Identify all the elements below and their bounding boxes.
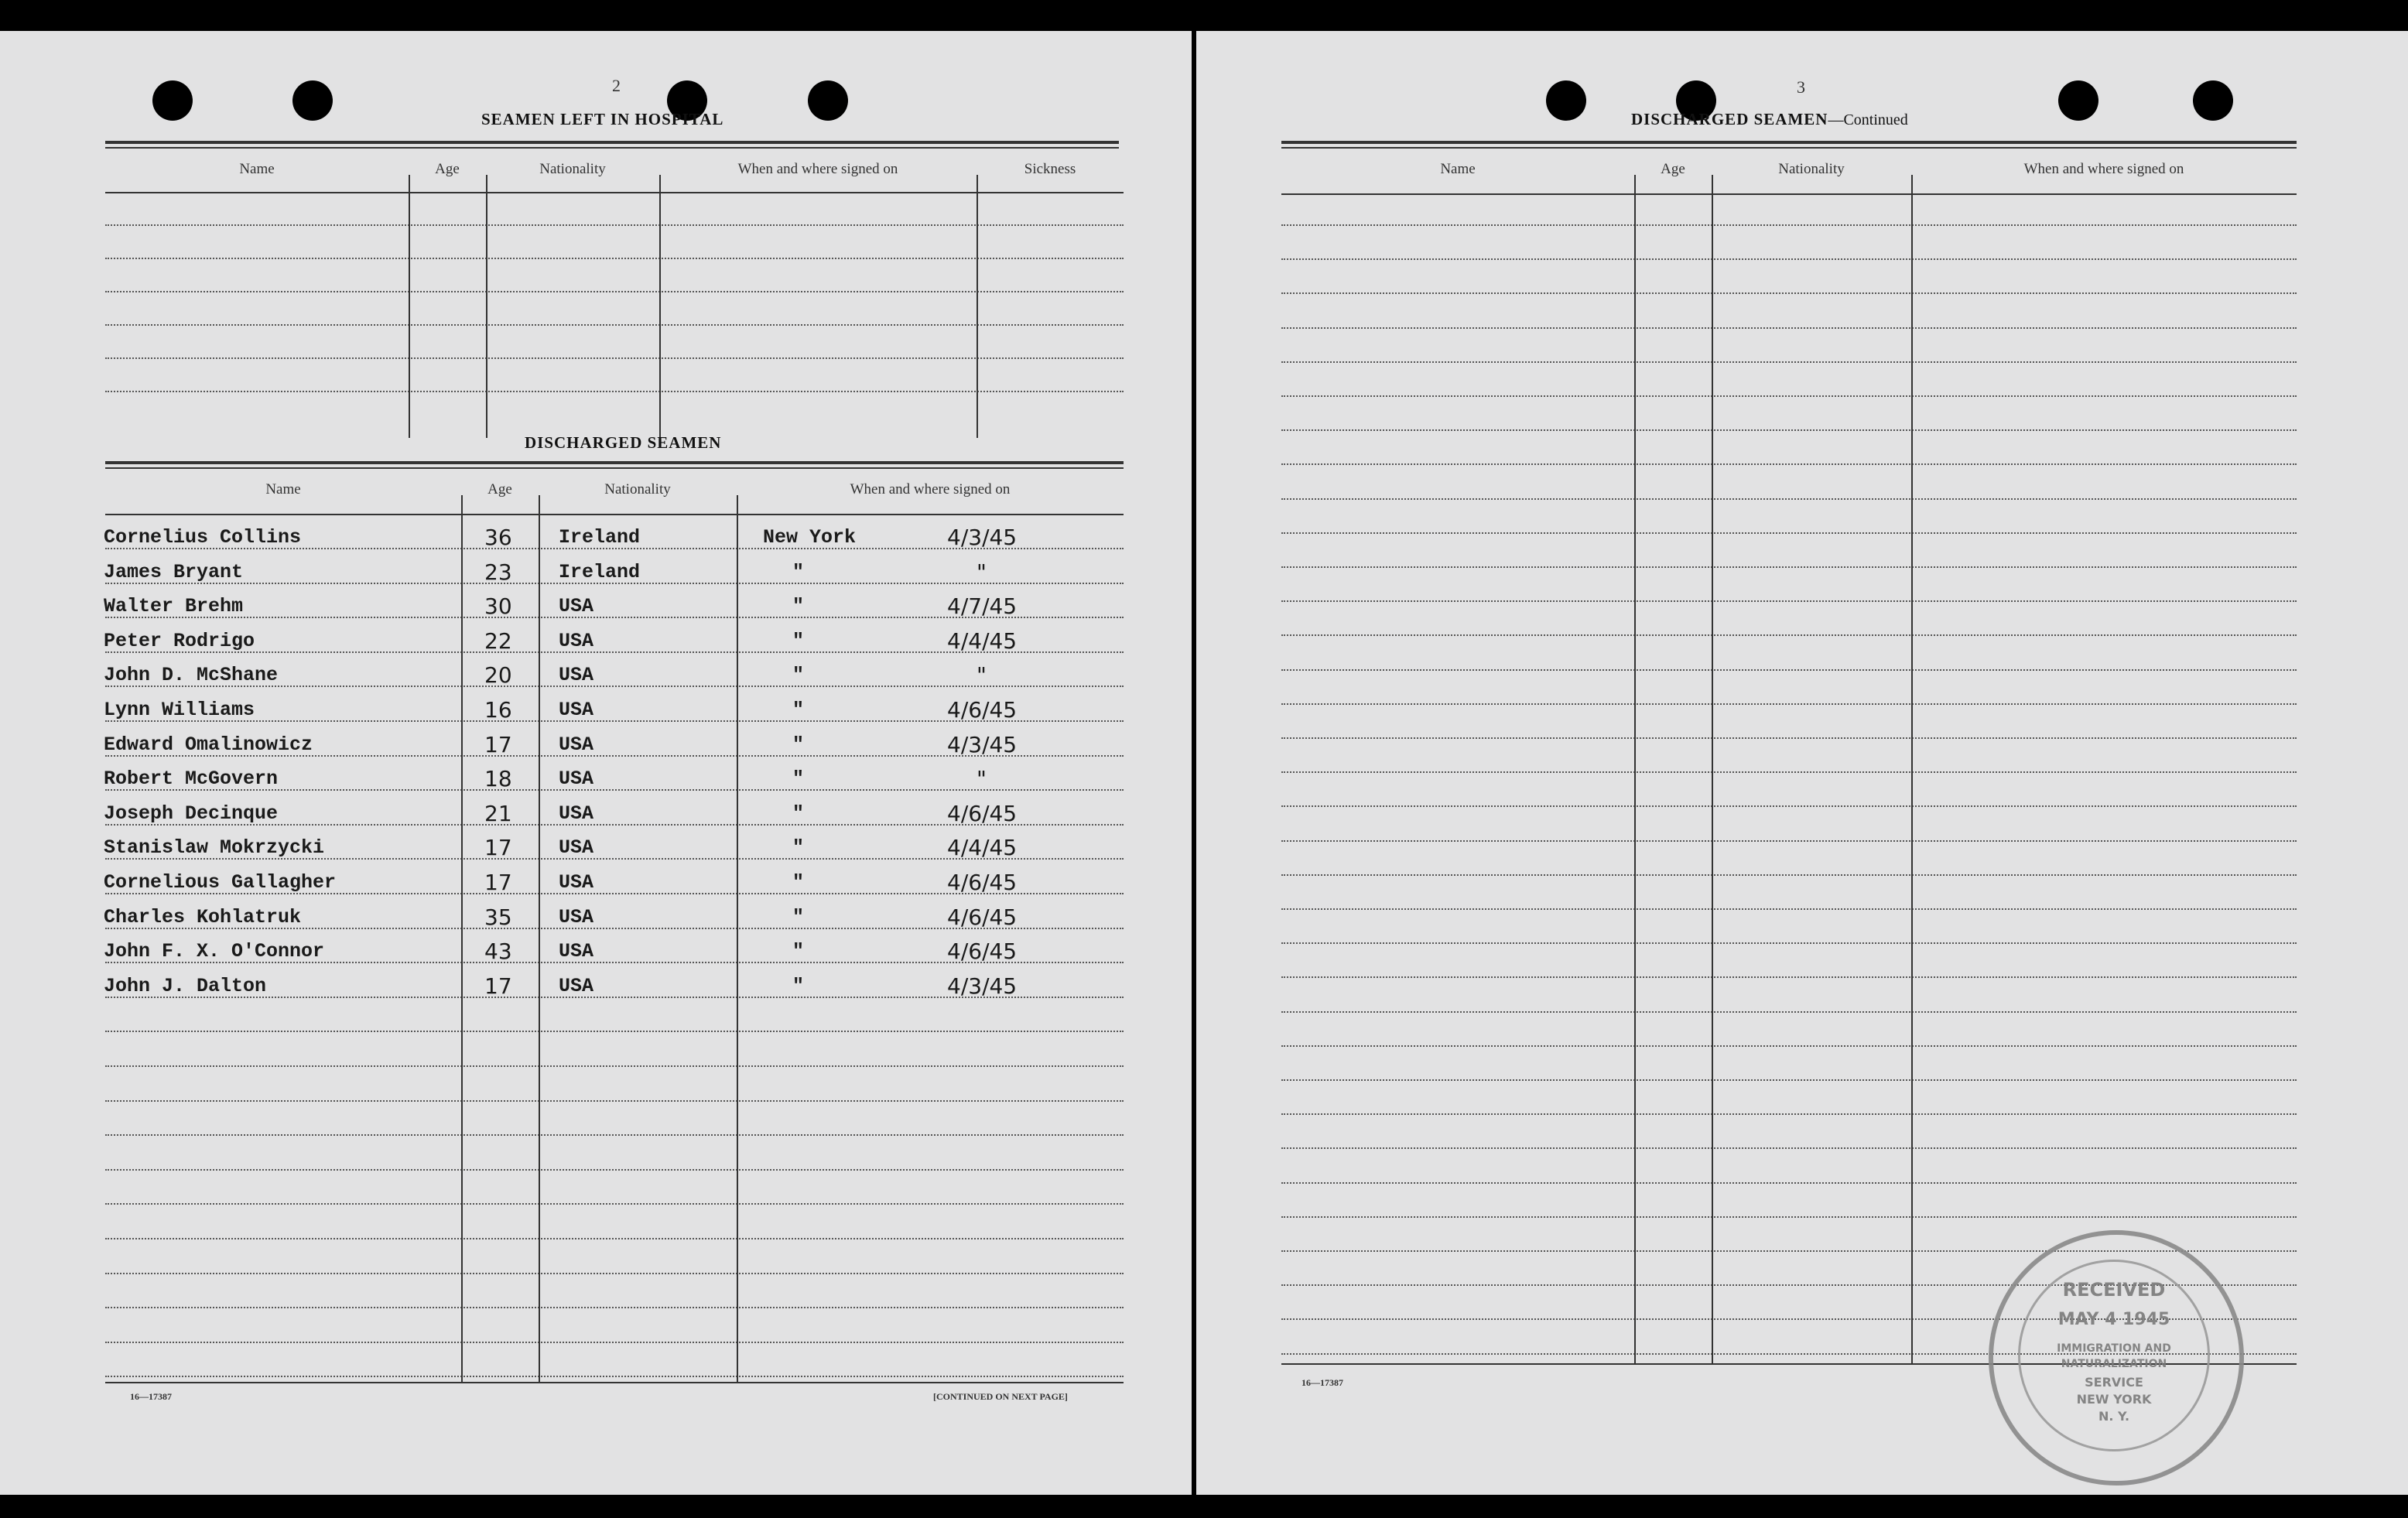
row-age: 16 xyxy=(484,697,512,723)
col-head-name: Name xyxy=(265,481,301,497)
row-place: " xyxy=(792,871,805,894)
ruled-line xyxy=(105,1273,1124,1274)
row-nationality: Ireland xyxy=(559,561,641,583)
col-head-signed-on: When and where signed on xyxy=(850,481,1011,497)
stamp-agency-2: NATURALIZATION xyxy=(2061,1358,2167,1370)
ruled-line xyxy=(105,1134,1124,1136)
row-name: Joseph Decinque xyxy=(104,802,279,825)
ruled-line xyxy=(105,391,1124,392)
col-head-nationality: Nationality xyxy=(1778,161,1845,177)
row-nationality: USA xyxy=(559,664,594,686)
row-nationality: USA xyxy=(559,975,594,997)
column-divider xyxy=(659,175,661,438)
ruled-line xyxy=(1281,737,2297,739)
punch-hole xyxy=(292,80,333,121)
row-name: John F. X. O'Connor xyxy=(104,940,325,962)
column-divider xyxy=(409,175,410,438)
row-nationality: USA xyxy=(559,836,594,859)
left-page xyxy=(0,31,1192,1495)
column-divider xyxy=(486,175,487,438)
row-age: 18 xyxy=(484,766,512,791)
col-head-sickness: Sickness xyxy=(1024,161,1076,177)
stamp-received: RECEIVED xyxy=(2062,1279,2166,1301)
form-number: 16—17387 xyxy=(130,1391,172,1402)
row-name: John D. McShane xyxy=(104,664,279,686)
ruled-line xyxy=(1281,1216,2297,1218)
col-head-nationality: Nationality xyxy=(604,481,671,497)
header-bottom-rule xyxy=(105,514,1124,515)
row-place: " xyxy=(792,699,805,721)
row-date: 4/6/45 xyxy=(947,801,1018,826)
row-nationality: USA xyxy=(559,595,594,617)
ruled-line xyxy=(105,1169,1124,1171)
row-place: " xyxy=(792,975,805,997)
row-name: Cornelius Collins xyxy=(104,526,302,549)
ruled-line xyxy=(1281,224,2297,226)
row-name: Lynn Williams xyxy=(104,699,255,721)
row-place: " xyxy=(792,595,805,617)
punch-hole xyxy=(808,80,848,121)
column-divider xyxy=(1712,175,1713,1363)
row-nationality: USA xyxy=(559,871,594,894)
ruled-line xyxy=(105,1307,1124,1308)
row-name: Peter Rodrigo xyxy=(104,630,255,652)
row-age: 17 xyxy=(484,732,512,757)
row-date: 4/3/45 xyxy=(947,732,1018,757)
row-place: " xyxy=(792,940,805,962)
ruled-line xyxy=(105,1100,1124,1102)
col-head-name: Name xyxy=(239,161,275,177)
row-age: 20 xyxy=(484,662,512,688)
table-top-rule xyxy=(105,147,1119,149)
ruled-line xyxy=(105,1238,1124,1239)
table-top-rule xyxy=(1281,141,2297,144)
col-head-signed-on: When and where signed on xyxy=(737,161,898,177)
discharged-continued-title xyxy=(1631,110,1908,129)
ruled-line xyxy=(1281,634,2297,636)
ruled-line xyxy=(105,1031,1124,1032)
row-date: 4/6/45 xyxy=(947,870,1018,895)
row-name: Cornelious Gallagher xyxy=(104,871,337,894)
row-nationality: USA xyxy=(559,906,594,928)
row-date: 4/6/45 xyxy=(947,697,1018,723)
col-head-age: Age xyxy=(1661,161,1685,177)
row-nationality: USA xyxy=(559,802,594,825)
row-date: 4/3/45 xyxy=(947,973,1018,999)
ruled-line xyxy=(105,357,1124,359)
row-age: 23 xyxy=(484,559,512,585)
ruled-line xyxy=(1281,703,2297,705)
row-name: Robert McGovern xyxy=(104,768,279,790)
ruled-line xyxy=(1281,292,2297,294)
page-number: 3 xyxy=(1797,77,1805,97)
page-number: 2 xyxy=(612,76,621,95)
ruled-line xyxy=(1281,771,2297,773)
continued-note: [CONTINUED ON NEXT PAGE] xyxy=(933,1391,1068,1402)
row-place: " xyxy=(792,906,805,928)
row-place: " xyxy=(792,630,805,652)
ruled-line xyxy=(1281,1079,2297,1081)
row-place: " xyxy=(792,561,805,583)
ruled-line xyxy=(1281,669,2297,671)
row-age: 36 xyxy=(484,525,512,550)
ruled-line xyxy=(1281,1045,2297,1047)
row-age: 17 xyxy=(484,973,512,999)
stamp-city: NEW YORK xyxy=(2076,1392,2152,1407)
ruled-line xyxy=(1281,908,2297,910)
ruled-line xyxy=(1281,1011,2297,1013)
ruled-line xyxy=(1281,1147,2297,1149)
ruled-line xyxy=(1281,1182,2297,1184)
table-bottom-rule xyxy=(105,1382,1124,1383)
row-age: 35 xyxy=(484,904,512,930)
header-bottom-rule xyxy=(1281,193,2297,195)
column-divider xyxy=(1634,175,1636,1363)
discharged-title: DISCHARGED SEAMEN xyxy=(525,433,722,452)
ruled-line xyxy=(1281,840,2297,842)
row-nationality: USA xyxy=(559,733,594,756)
row-name: Stanislaw Mokrzycki xyxy=(104,836,325,859)
row-place: " xyxy=(792,802,805,825)
row-age: 17 xyxy=(484,835,512,860)
col-head-age: Age xyxy=(435,161,460,177)
row-date: 4/7/45 xyxy=(947,593,1018,619)
col-head-nationality: Nationality xyxy=(539,161,606,177)
ruled-line xyxy=(105,324,1124,326)
column-divider xyxy=(461,495,463,1382)
table-top-rule xyxy=(105,467,1124,469)
ruled-line xyxy=(1281,874,2297,876)
received-stamp xyxy=(1989,1230,2244,1486)
col-head-signed-on: When and where signed on xyxy=(2023,161,2184,177)
stamp-agency-3: SERVICE xyxy=(2085,1375,2143,1390)
row-nationality: USA xyxy=(559,940,594,962)
ruled-line xyxy=(1281,327,2297,329)
row-age: 43 xyxy=(484,938,512,964)
ruled-line xyxy=(1281,429,2297,431)
column-divider xyxy=(737,495,738,1382)
row-date: " xyxy=(977,766,987,791)
row-nationality: USA xyxy=(559,630,594,652)
ruled-line xyxy=(1281,600,2297,602)
column-divider xyxy=(977,175,978,438)
ruled-line xyxy=(1281,942,2297,944)
title-main: DISCHARGED SEAMEN xyxy=(1631,110,1828,128)
ruled-line xyxy=(1281,566,2297,568)
row-name: John J. Dalton xyxy=(104,975,267,997)
row-place: " xyxy=(792,836,805,859)
row-place: " xyxy=(792,733,805,756)
hospital-title: SEAMEN LEFT IN HOSPITAL xyxy=(481,110,724,128)
ruled-line xyxy=(1281,976,2297,978)
ruled-line xyxy=(105,1065,1124,1067)
stamp-agency-1: IMMIGRATION AND xyxy=(2057,1342,2171,1355)
ruled-line xyxy=(105,224,1124,226)
punch-hole xyxy=(1546,80,1586,121)
row-date: 4/3/45 xyxy=(947,525,1018,550)
ruled-line xyxy=(1281,361,2297,363)
table-top-rule xyxy=(105,141,1119,144)
row-nationality: USA xyxy=(559,768,594,790)
punch-hole xyxy=(2193,80,2233,121)
row-name: James Bryant xyxy=(104,561,244,583)
column-divider xyxy=(539,495,540,1382)
ruled-line xyxy=(1281,498,2297,500)
ruled-line xyxy=(1281,258,2297,260)
column-divider xyxy=(1911,175,1913,1363)
row-age: 17 xyxy=(484,870,512,895)
header-bottom-rule xyxy=(105,192,1124,193)
row-date: 4/6/45 xyxy=(947,938,1018,964)
row-date: 4/6/45 xyxy=(947,904,1018,930)
row-nationality: Ireland xyxy=(559,526,641,549)
ruled-line xyxy=(105,291,1124,292)
row-date: 4/4/45 xyxy=(947,628,1018,654)
ruled-line xyxy=(105,1203,1124,1205)
row-name: Edward Omalinowicz xyxy=(104,733,313,756)
row-name: Walter Brehm xyxy=(104,595,244,617)
row-age: 22 xyxy=(484,628,512,654)
row-place: " xyxy=(792,664,805,686)
col-head-name: Name xyxy=(1440,161,1476,177)
ruled-line xyxy=(1281,395,2297,397)
punch-hole xyxy=(2058,80,2098,121)
stamp-inner-ring xyxy=(2018,1260,2210,1451)
ruled-line xyxy=(1281,805,2297,807)
punch-hole xyxy=(152,80,193,121)
title-continued: —Continued xyxy=(1828,111,1908,128)
row-age: 30 xyxy=(484,593,512,619)
right-page xyxy=(1196,31,2408,1495)
row-place: " xyxy=(792,768,805,790)
row-date: " xyxy=(977,559,987,585)
col-head-age: Age xyxy=(487,481,512,497)
ruled-line xyxy=(1281,532,2297,534)
ruled-line xyxy=(105,1376,1124,1377)
ruled-line xyxy=(105,1342,1124,1343)
row-date: " xyxy=(977,662,987,688)
row-place: New York xyxy=(763,526,857,549)
row-nationality: USA xyxy=(559,699,594,721)
table-top-rule xyxy=(1281,147,2297,149)
row-date: 4/4/45 xyxy=(947,835,1018,860)
stamp-state: N. Y. xyxy=(2098,1409,2130,1424)
table-top-rule xyxy=(105,461,1124,464)
ruled-line xyxy=(1281,463,2297,465)
ruled-line xyxy=(1281,1113,2297,1115)
row-name: Charles Kohlatruk xyxy=(104,906,302,928)
ruled-line xyxy=(105,258,1124,259)
form-number: 16—17387 xyxy=(1301,1377,1343,1388)
row-age: 21 xyxy=(484,801,512,826)
stamp-date: MAY 4 1945 xyxy=(2057,1310,2170,1329)
